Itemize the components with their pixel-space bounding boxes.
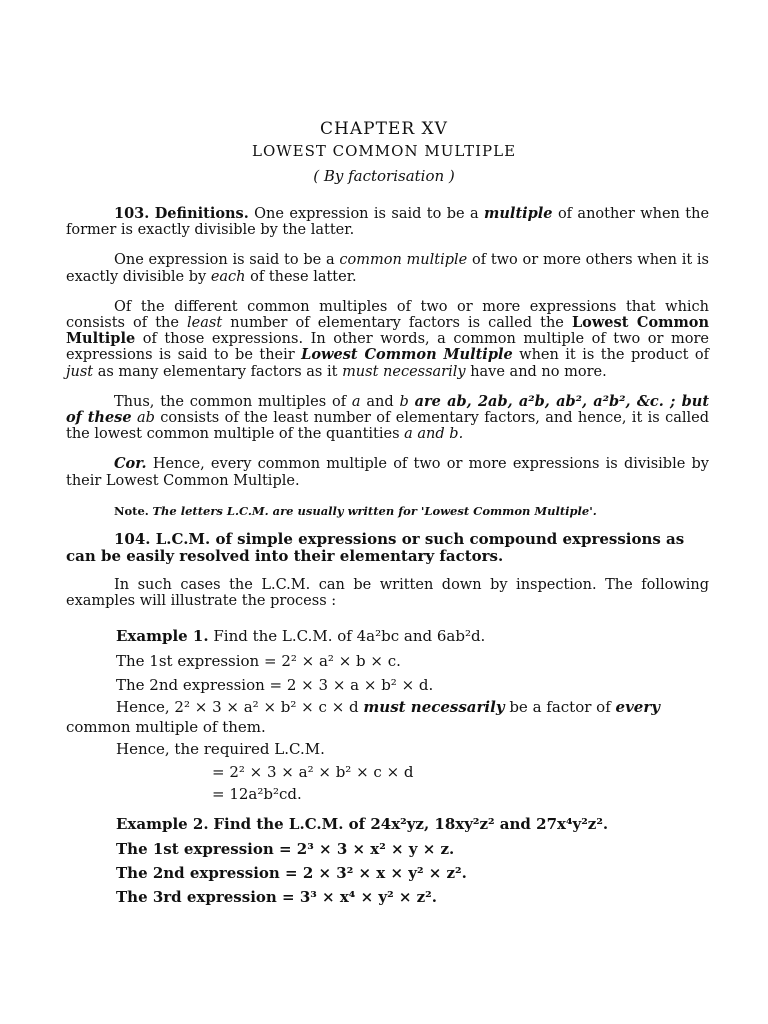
example-label: Example 2.	[116, 815, 209, 834]
chapter-number: CHAPTER XV	[320, 119, 448, 139]
text: common multiple of them.	[66, 718, 266, 737]
example-label: Example 1.	[116, 627, 209, 646]
text: Find the L.C.M. of 4a²bc and 6ab²d.	[213, 627, 486, 646]
text: and	[366, 393, 394, 410]
inspection-paragraph: In such cases the L.C.M. can be written down by inspection. The following examples will illustrate the process :	[66, 577, 709, 610]
example-2-statement	[66, 811, 709, 837]
text: of two or more others when it is exactly divisible by	[66, 252, 709, 285]
example-line: The 1st expression = 2² × a² × b × c.	[116, 652, 401, 671]
text: number of elementary factors is called the	[230, 315, 564, 332]
text: Hence, every common multiple of two or more expressions is divisible by their Lowest Common Multiple.	[66, 456, 709, 489]
term-multiple: multiple	[484, 205, 553, 222]
common-multiple-paragraph	[66, 252, 709, 284]
text: Of the different common multiples of two or more expressions that which consists of the	[66, 298, 709, 332]
chapter-header	[0, 118, 768, 188]
corollary-label: Cor.	[114, 455, 147, 473]
text: as many elementary factors as it	[97, 363, 338, 380]
example-line: The 2nd expression = 2 × 3² × x × y² × z².	[116, 864, 467, 883]
text: of those expressions. In other words, a common multiple of two or more expressions is said to be their	[66, 331, 709, 364]
example-line: The 2nd expression = 2 × 3 × a × b² × d.	[116, 676, 434, 695]
section-number: 103.	[114, 205, 150, 222]
example-2	[66, 811, 709, 909]
variable: a and b.	[404, 426, 464, 443]
emphasis: must necessarily	[363, 698, 505, 717]
emphasis: just	[66, 363, 94, 380]
text: have and no more.	[470, 363, 607, 380]
variable: ab	[136, 410, 155, 427]
example-line: The 1st expression = 2³ × 3 × x² × y × z.	[116, 840, 455, 859]
text: of another when the former is exactly divisible by the latter.	[66, 206, 710, 239]
lcm-definition-paragraph	[66, 299, 709, 380]
multiples-list: are ab, 2ab, a²b, ab², a²b², &c. ; but of these	[66, 392, 710, 427]
variable: b	[399, 393, 409, 410]
section-104-heading: 104. L.C.M. of simple expressions or such compound expressions as can be easily resolved into their elementary factors.	[66, 530, 685, 566]
text: One expression is said to be a	[254, 206, 479, 222]
emphasis: must necessarily	[342, 363, 466, 380]
note-label: Note.	[114, 503, 149, 518]
term-lcm: Lowest Common Multiple	[66, 314, 710, 348]
term-lcm-italic: Lowest Common Multiple	[301, 346, 513, 364]
text: be a factor of	[509, 698, 611, 717]
text: Thus, the common multiples of	[114, 393, 347, 410]
emphasis: least	[187, 315, 223, 332]
definitions-paragraph	[66, 206, 709, 238]
text: consists of the least number of elementary factors, and hence, it is called the lowest common multiple of the quantities	[66, 410, 709, 443]
example-1-statement	[66, 623, 709, 649]
text: Hence, 2² × 3 × a² × b² × c × d	[116, 698, 359, 717]
example-line: = 12a²b²cd.	[212, 785, 302, 804]
text: Find the L.C.M. of 24x²yz, 18xy²z² and 27x⁴y²z².	[213, 815, 609, 834]
text: One expression is said to be a	[114, 252, 335, 269]
example-line	[66, 697, 709, 737]
thus-paragraph	[66, 394, 709, 443]
text: of these latter.	[250, 268, 357, 285]
emphasis: each	[210, 268, 246, 285]
text: when it is the product of	[519, 347, 710, 364]
example-1	[66, 623, 709, 805]
example-line: The 3rd expression = 3³ × x⁴ × y² × z².	[116, 888, 437, 907]
definitions-heading: Definitions.	[154, 205, 249, 222]
chapter-title: LOWEST COMMON MULTIPLE	[251, 142, 517, 160]
note-paragraph	[66, 503, 709, 519]
note-text: The letters L.C.M. are usually written for 'Lowest Common Multiple'.	[152, 503, 597, 518]
emphasis: every	[615, 698, 660, 717]
chapter-subtitle: ( By factorisation )	[313, 167, 455, 185]
variable: a	[351, 393, 361, 410]
page-body	[66, 206, 709, 909]
term-common-multiple: common multiple	[339, 252, 468, 269]
example-line: Hence, the required L.C.M.	[116, 740, 325, 759]
corollary-paragraph	[66, 456, 709, 488]
example-line: = 2² × 3 × a² × b² × c × d	[212, 763, 414, 782]
